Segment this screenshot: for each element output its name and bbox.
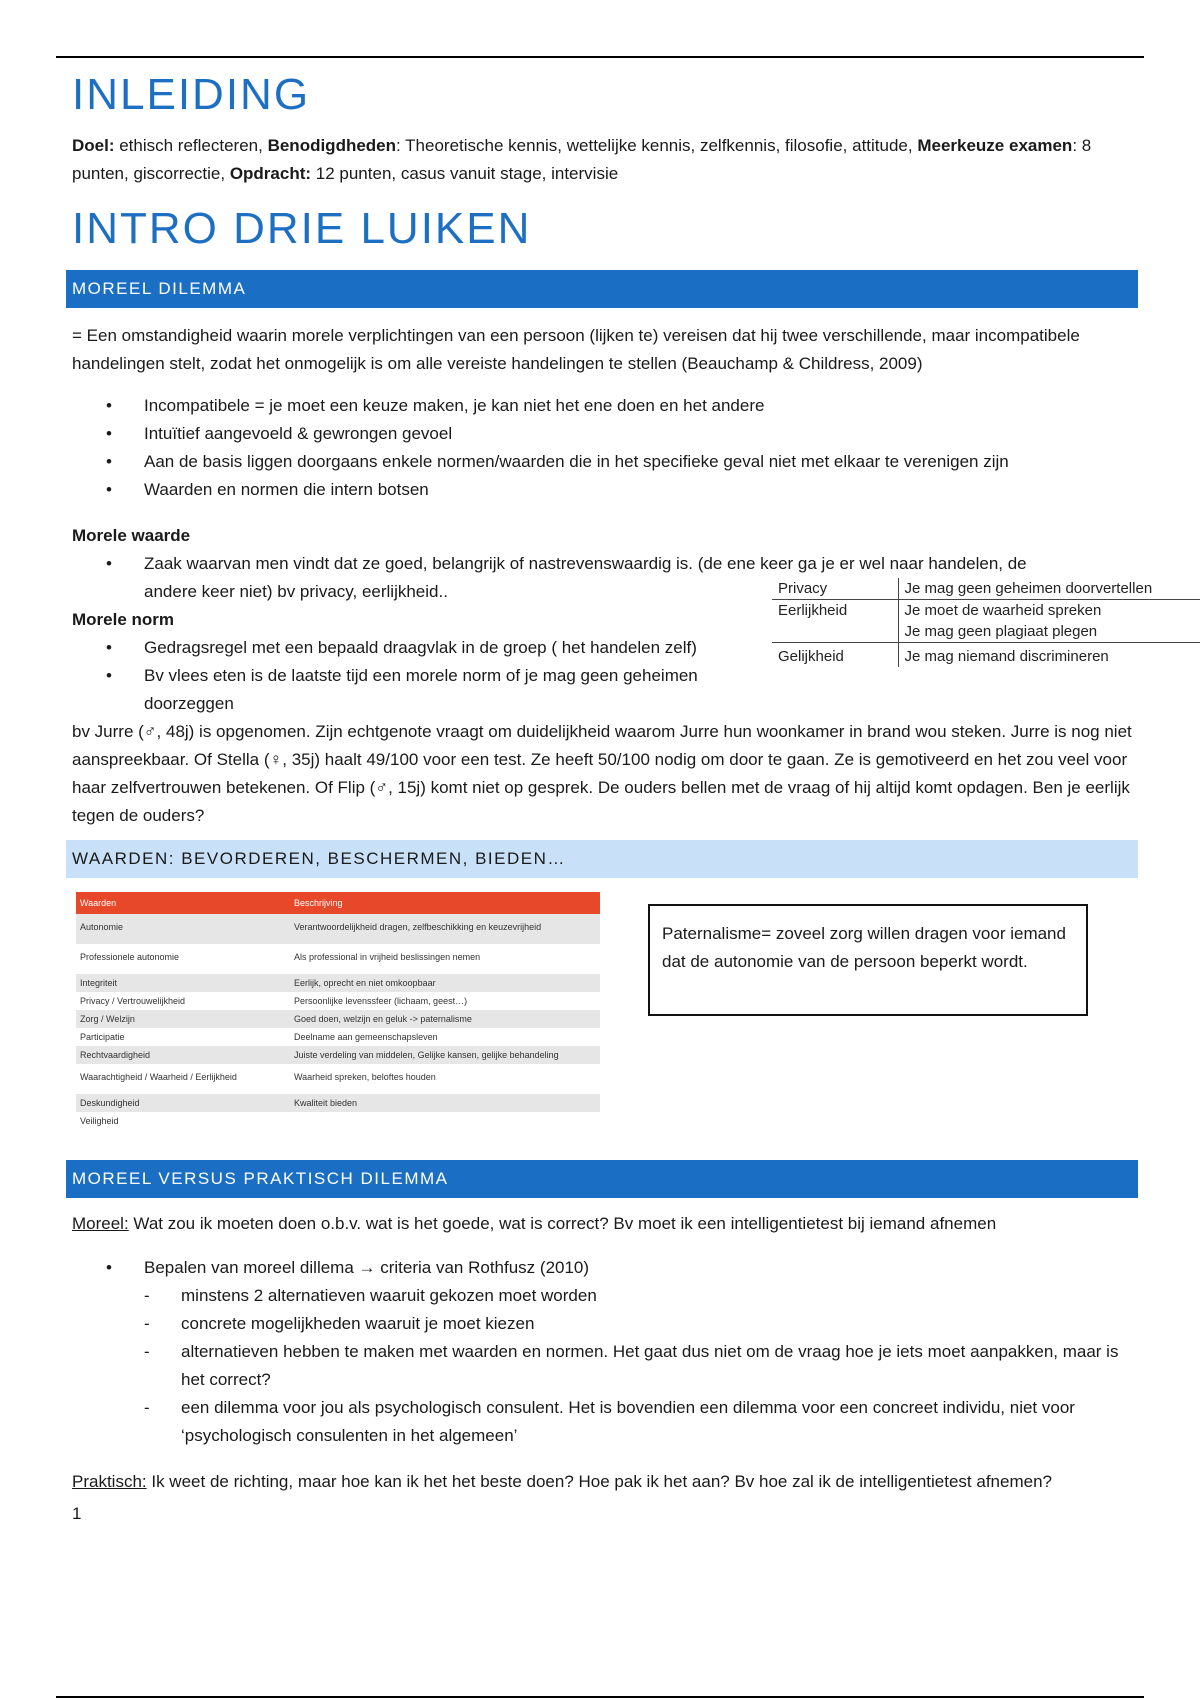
table-row [76,992,600,1010]
morele-norm-label: Morele norm [72,610,175,629]
column-header: Beschrijving [290,892,600,914]
table-row [76,974,600,992]
table-row [76,914,600,944]
table-cell: Je moet de waarheid spreken [904,602,1102,619]
list-item: • Bv vlees eten is de laatste tijd een morele norm of je mag geen geheimen doorzeggen [72,662,752,718]
list-item: - alternatieven hebben te maken met waarden en normen. Het gaat dus niet om de vraag hoe je iets moet aanpakken, maar is het correct? [72,1338,1132,1394]
moreel-paragraph [72,1210,1132,1238]
example-paragraph: bv Jurre (♂, 48j) is opgenomen. Zijn echtgenote vraagt om duidelijkheid waarom Jurre hun woonkamer in brand wou steken. Jurre is nog niet aanspreekbaar. Of Stella (♀, 35j) haalt 49/100 voor een test. Ze heeft 50/100 nodig om door te gaan. Ze is gemotiveerd en het zou veel voor haar zelfvertrouwen betekenen. Of Flip (♂, 15j) komt niet op gesprek. De ouders bellen met de vraag of hij altijd komt opdagen. Ben je eerlijk tegen de ouders? [72,722,1132,825]
table-cell: Integriteit [76,974,290,992]
moreel-label: Moreel: [72,1214,129,1233]
definition-paragraph: = Een omstandigheid waarin morele verplichtingen van een persoon (lijken te) vereisen dat hij twee verschillende, maar incompatibele handelingen stelt, zodat het onmogelijk is om alle vereiste handelingen te stellen (Beauchamp & Childress, 2009) [72,326,1080,373]
text-benodigdheden: : Theoretische kennis, wettelijke kennis, zelfkennis, filosofie, attitude, [396,136,918,155]
table-cell: Je mag geen plagiaat plegen [898,621,1200,643]
table-cell: Je mag geen geheimen doorvertellen [898,578,1200,600]
document-page [72,62,1153,1528]
heading-morele-waarde [72,522,1132,550]
criteria-dash-list [72,1282,1132,1450]
list-item: • Waarden en normen die intern botsen [72,476,1132,504]
heading-inleiding: INLEIDING [72,70,311,119]
list-item: • Gedragsregel met een bepaald draagvlak in de groep ( het handelen zelf) [72,634,752,662]
section-band-waarden: WAARDEN: BEVORDEREN, BESCHERMEN, BIEDEN… [66,840,1138,878]
praktisch-label: Praktisch: [72,1472,147,1491]
values-norms-table [772,578,1200,667]
table-cell: Privacy / Vertrouwelijkheid [80,996,186,1006]
table-row [772,600,1200,622]
table-cell: Privacy [772,578,898,600]
intro-paragraph [72,132,1132,188]
table-cell: Participatie [80,1032,125,1042]
bottom-rule [56,1696,1144,1698]
label-doel: Doel: [72,136,115,155]
table-row [76,944,600,974]
values-overview-table [76,892,600,1130]
table-row [76,1094,600,1112]
morele-waarde-norm-block [72,522,1153,718]
table-cell: Rechtvaardigheid [76,1046,290,1064]
text-meerkeuze: : 8 punten, giscorrectie, [72,136,1092,183]
list-item: • Aan de basis liggen doorgaans enkele normen/waarden die in het specifieke geval niet met elkaar te verenigen zijn [72,448,1132,476]
list-item: • Incompatibele = je moet een keuze maken, je kan niet het ene doen en het andere [72,392,1132,420]
table-row [76,1046,600,1064]
section-band-moreel-dilemma: MOREEL DILEMMA [66,270,1138,308]
table-row [772,578,1200,600]
dilemma-bullet-list [72,392,1132,504]
table-cell: Autonomie [76,914,290,944]
text-opdracht: 12 punten, casus vanuit stage, intervisie [311,164,619,183]
table-row [772,621,1200,643]
section-band-moreel-versus-praktisch: MOREEL VERSUS PRAKTISCH DILEMMA [66,1160,1138,1198]
list-item: • Zaak waarvan men vindt dat ze goed, belangrijk of nastrevenswaardig is. (de ene keer ga je er wel naar handelen, de andere keer niet) bv privacy, eerlijkheid.. [72,550,1072,606]
praktisch-text: Ik weet de richting, maar hoe kan ik het het beste doen? Hoe pak ik het aan? Bv hoe zal ik de intelligentietest afnemen? [146,1472,1052,1491]
table-cell: Verantwoordelijkheid dragen, zelfbeschikking en keuzevrijheid [290,914,600,944]
table-cell: Gelijkheid [772,643,898,668]
morele-waarde-label: Morele waarde [72,526,191,545]
table-row [76,1064,600,1094]
table-cell: Goed doen, welzijn en geluk -> paternalisme [290,1010,600,1028]
criteria-bullet-list [72,1254,1132,1282]
table-cell: Deelname aan gemeenschapsleven [294,1032,438,1042]
list-item: - een dilemma voor jou als psychologisch consulent. Het is bovendien een dilemma voor een concreet individu, niet voor ‘psychologisch consulenten in het algemeen’ [72,1394,1132,1450]
table-cell: Deskundigheid [76,1094,290,1112]
table-cell: Waarachtigheid / Waarheid / Eerlijkheid [80,1072,237,1082]
table-header-row [76,892,600,914]
list-item: - concrete mogelijkheden waaruit je moet kiezen [72,1310,1132,1338]
label-benodigdheden: Benodigdheden [267,136,397,155]
table-cell: Waarheid spreken, beloftes houden [294,1072,436,1082]
list-item: - minstens 2 alternatieven waaruit gekozen moet worden [72,1282,1132,1310]
list-item: • Bepalen van moreel dillema → criteria van Rothfusz (2010) [72,1254,1132,1282]
table-cell: Zorg / Welzijn [76,1010,290,1028]
table-cell: Kwaliteit bieden [290,1094,600,1112]
table-row [772,643,1200,668]
table-row [76,1028,600,1046]
table-cell: Juiste verdeling van middelen, Gelijke kansen, gelijke behandeling [290,1046,600,1064]
page-number: 1 [72,1504,82,1523]
table-cell [290,1112,600,1130]
heading-intro-drie-luiken: INTRO DRIE LUIKEN [72,204,532,253]
table-cell: Professionele autonomie [80,952,180,962]
label-meerkeuze: Meerkeuze examen [917,136,1073,155]
table-cell: Eerlijkheid [772,600,898,622]
paternalisme-box: Paternalisme= zoveel zorg willen dragen voor iemand dat de autonomie van de persoon beperkt wordt. [648,904,1088,1016]
text-doel: ethisch reflecteren, [114,136,268,155]
table-cell: Persoonlijke levenssfeer (lichaam, geest…) [294,996,468,1006]
list-item: • Intuïtief aangevoeld & gewrongen gevoel [72,420,1132,448]
top-rule [56,56,1144,58]
label-opdracht: Opdracht: [229,164,312,183]
table-cell: Als professional in vrijheid beslissingen nemen [294,952,481,962]
table-cell: Je mag niemand discrimineren [904,648,1109,665]
column-header: Waarden [76,892,290,914]
table-cell [772,621,898,643]
moreel-text: Wat zou ik moeten doen o.b.v. wat is het goede, wat is correct? Bv moet ik een intelligentietest bij iemand afnemen [128,1214,997,1233]
table-cell: Veiligheid [80,1116,119,1126]
praktisch-paragraph [72,1468,1132,1496]
table-cell: Eerlijk, oprecht en niet omkoopbaar [290,974,600,992]
table-row [76,1010,600,1028]
values-area [72,892,1132,1160]
table-row [76,1112,600,1130]
